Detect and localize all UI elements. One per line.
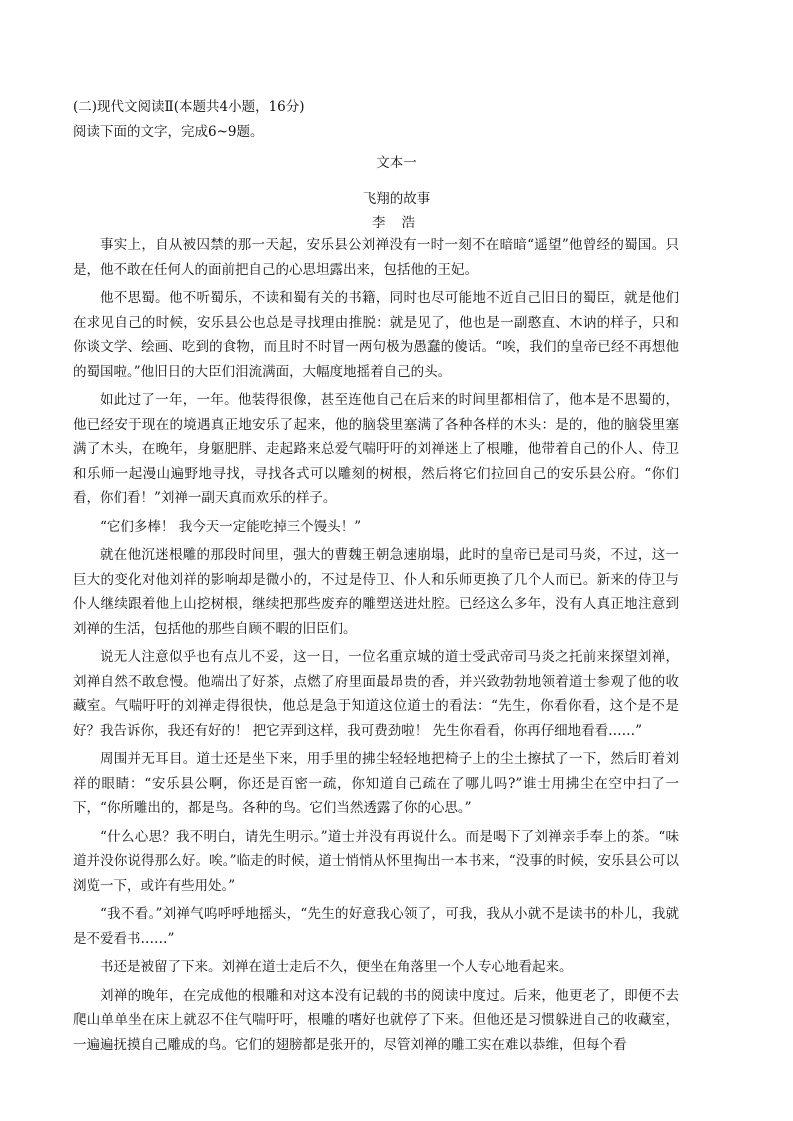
paragraph: 他不思蜀。他不听蜀乐，不读和蜀有关的书籍，同时也尽可能地不近自己旧日的蜀臣，就是他们在求见自己的时候，安乐县公也总是寻找理由推脱：就是见了，他也是一副憨直、木讷的样子，只和你谈文学、绘画、吃到的食物，而且时不时冒一两句极为愚蠢的傻话。“唉，我们的皇帝已经不再想他的蜀国啦。”他旧日的大臣们泪流满面，大幅度地摇着自己的头。 (73, 290, 679, 380)
paragraph: 就在他沉迷根雕的那段时间里，强大的曹魏王朝急速崩塌，此时的皇帝已是司马炎，不过，这一巨大的变化对他刘祥的影响却是微小的，不过是侍卫、仆人和乐师更换了几个人而已。新来的侍卫与仆人继续跟着他上山挖树根，继续把那些废弃的雕塑送进灶腔。已经这么多年，没有人真正地注意到刘禅的生活，包括他的那些自顾不暇的旧臣们。 (73, 547, 679, 637)
paragraph: 说无人注意似乎也有点儿不妥，这一日，一位名重京城的道士受武帝司马炎之托前来探望刘禅，刘禅自然不敢怠慢。他端出了好茶，点燃了府里面最昂贵的香，并兴致勃勃地领着道士参观了他的收藏室。气喘吁吁的刘禅走得很快，他总是急于知道这位道士的看法：“先生，你看你看，这个是不是好？我告诉你，我还有好的！ 把它弄到这样，我可费劲啦！ 先生你看看，你再仔细地看看……” (73, 649, 679, 739)
paragraph: 周围并无耳目。道士还是坐下来，用手里的拂尘轻轻地把椅子上的尘土擦拭了一下，然后盯着刘祥的眼睛：“安乐县公啊，你还是百密一疏，你知道自己疏在了哪儿吗?”谁士用拂尘在空中扫了一下，“你所雕出的，都是鸟。各种的鸟。它们当然透露了你的心思。” (73, 751, 679, 816)
paragraph: 事实上，自从被囚禁的那一天起，安乐县公刘禅没有一时一刻不在暗暗“遥望”他曾经的蜀国。只是，他不敢在任何人的面前把自己的心思坦露出来，包括他的王妃。 (73, 237, 679, 278)
reading-instruction: 阅读下面的文字，完成6~9题。 (73, 124, 264, 140)
story-title: 飞翔的故事 (362, 191, 431, 207)
question-header (73, 95, 679, 145)
text-label: 文本一 (376, 155, 417, 171)
section-heading: (二)现代文阅读Ⅱ(本题共4小题，16分) (73, 99, 305, 115)
paragraph: 如此过了一年，一年。他装得很像，甚至连他自己在后来的时间里都相信了，他本是不思蜀的，他已经安于现在的境遇真正地安乐了起来，他的脑袋里塞满了各种各样的木头：是的，他的脑袋里塞满了木头，在晚年，身躯肥胖、走起路来总爱气喘吁吁的刘禅迷上了根雕，他带着自己的仆人、侍卫和乐师一起漫山遍野地寻找，寻找各式可以雕刻的树根，然后将它们拉回自己的安乐县公府。“你们看，你们看！”刘禅一副天真而欢乐的样子。 (73, 392, 679, 506)
paragraph: “什么心思？我不明白，请先生明示。”道士并没有再说什么。而是喝下了刘禅亲手奉上的茶。“味道并没你说得那么好。唉。”临走的时候，道士悄悄从怀里掏出一本书来，“没事的时候，安乐县公可以浏览一下，或许有些用处。” (73, 828, 679, 894)
paragraph: 刘禅的晚年，在完成他的根雕和对这本没有记载的书的阅读中度过。后来，他更老了，即便不去爬山单单坐在床上就忍不住气喘吁吁，根雕的嗜好也就停了下来。但他还是习惯躲进自己的收藏室，一遍遍抚摸自己雕成的鸟。它们的翅膀都是张开的，尽管刘禅的雕工实在难以恭维，但每个看 (73, 987, 679, 1053)
paragraph: “我不看。”刘禅气呜呼呼地摇头，“先生的好意我心领了，可我，我从小就不是读书的朴儿，我就是不爱看书……” (73, 906, 679, 947)
paragraph: “它们多棒！ 我今天一定能吃掉三个馒头！” (100, 518, 362, 535)
story-author: 李 浩 (371, 215, 422, 231)
story-body (73, 233, 679, 1061)
paragraph: 书还是被留了下来。刘禅在道士走后不久，便坐在角落里一个人专心地看起来。 (100, 959, 573, 975)
